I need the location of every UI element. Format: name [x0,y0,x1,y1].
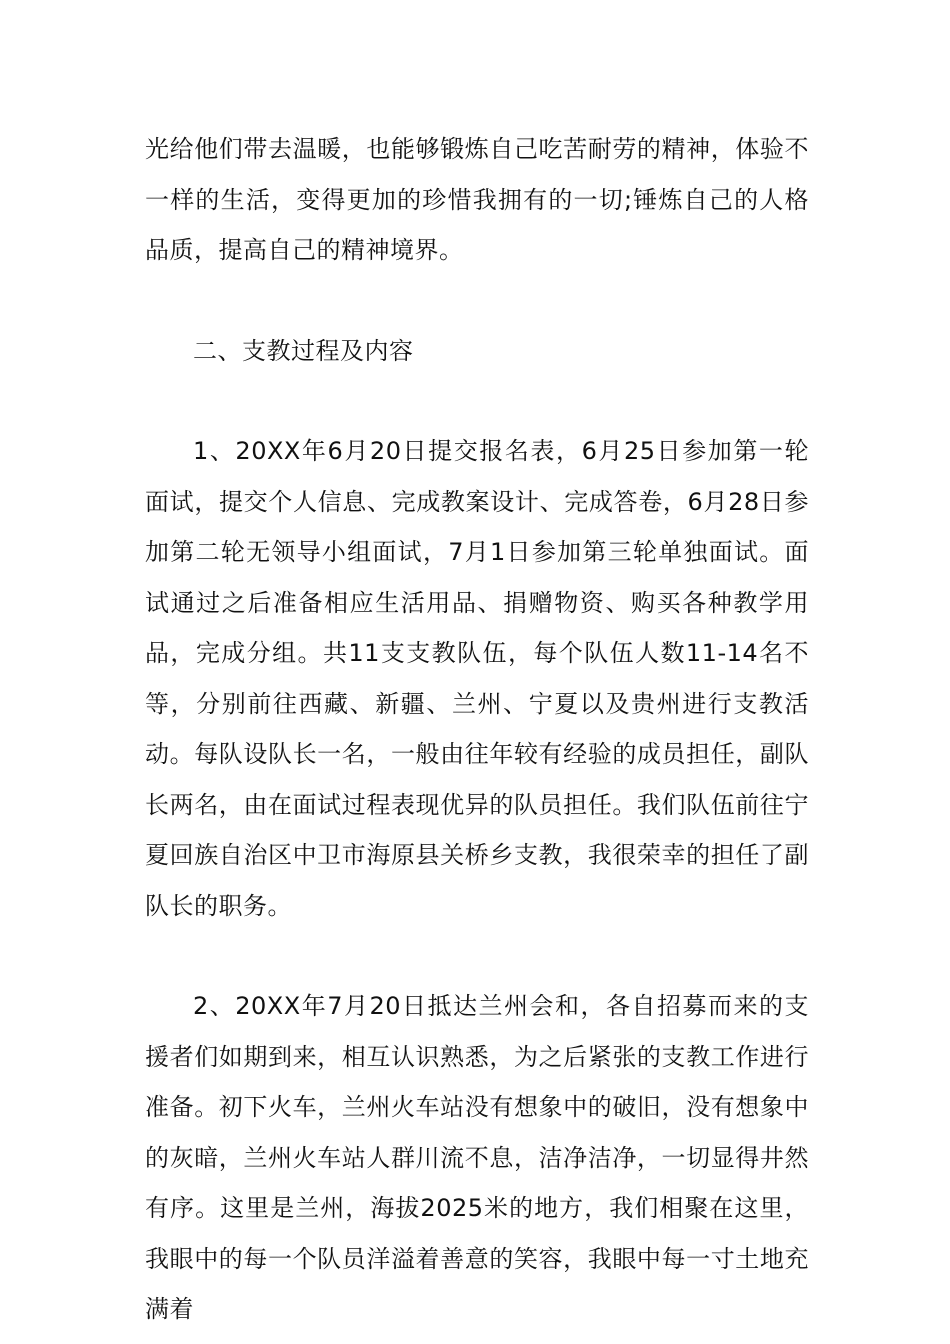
paragraph-intro-continuation: 光给他们带去温暖，也能够锻炼自己吃苦耐劳的精神，体验不一样的生活，变得更加的珍惜我拥有的一切;锤炼自己的人格品质，提高自己的精神境界。 [145,135,809,264]
paragraph-item-1: 1、20XX年6月20日提交报名表，6月25日参加第一轮面试，提交个人信息、完成教案设计、完成答卷，6月28日参加第二轮无领导小组面试，7月1日参加第三轮单独面试。面试通过之后准备相应生活用品、捐赠物资、购买各种教学用品，完成分组。共11支支教队伍，每个队伍人数11-14名不等，分别前往西藏、新疆、兰州、宁夏以及贵州进行支教活动。每队设队长一名，一般由往年较有经验的成员担任，副队长两名，由在面试过程表现优异的队员担任。我们队伍前往宁夏回族自治区中卫市海原县关桥乡支教，我很荣幸的担任了副队长的职务。 [145,437,809,920]
paragraph-spacer [145,276,809,326]
document-body [145,124,809,1335]
section-heading: 二、支教过程及内容 [193,336,414,365]
paragraph-spacer [145,931,809,981]
paragraph-spacer [145,376,809,426]
paragraph-item-2: 2、20XX年7月20日抵达兰州会和，各自招募而来的支援者们如期到来，相互认识熟悉，为之后紧张的支教工作进行准备。初下火车，兰州火车站没有想象中的破旧，没有想象中的灰暗，兰州火车站人群川流不息，洁净洁净，一切显得井然有序。这里是兰州，海拔2025米的地方，我们相聚在这里，我眼中的每一个队员洋溢着善意的笑容，我眼中每一寸土地充满着 [145,992,809,1323]
